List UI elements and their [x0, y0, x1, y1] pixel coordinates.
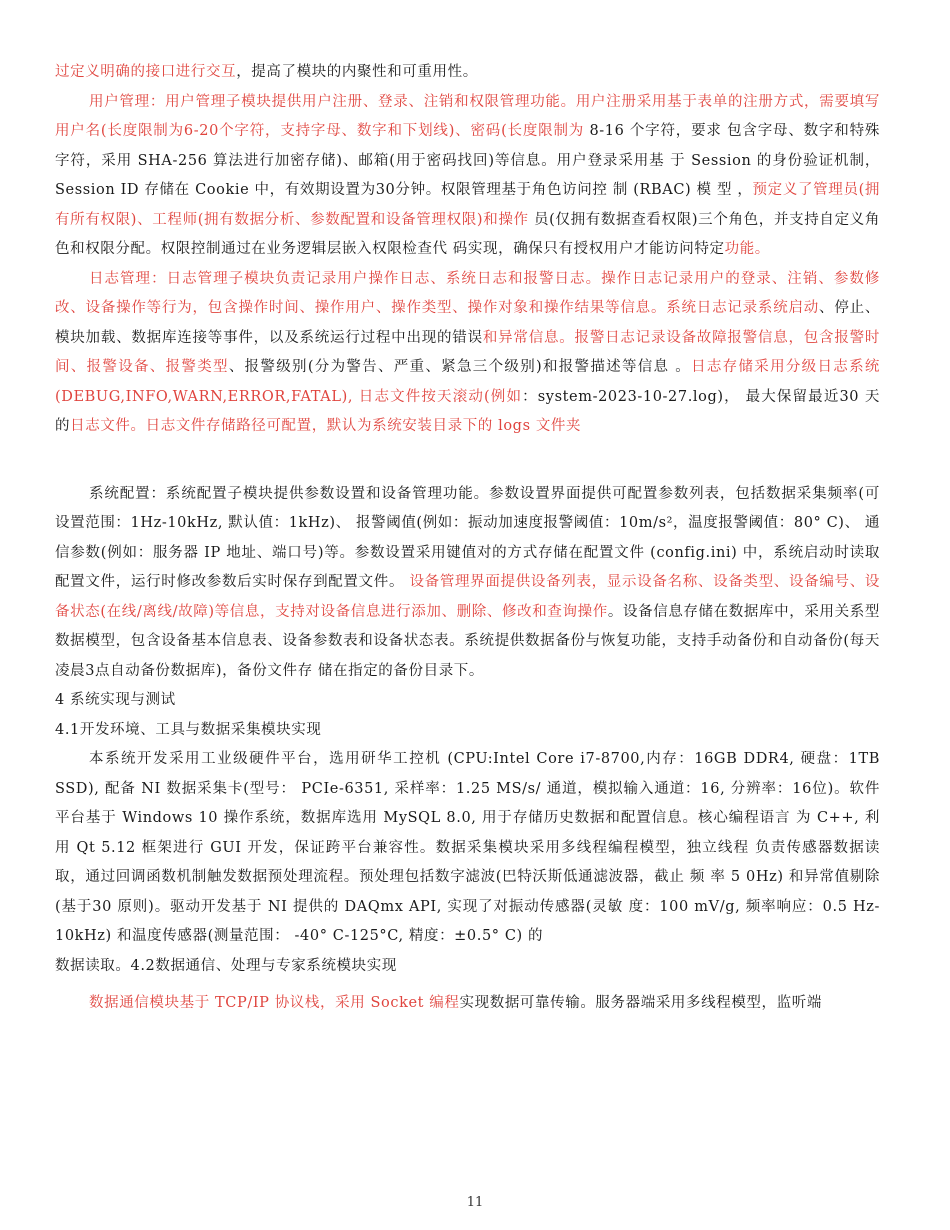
text-run: 4.1开发环境、工具与数据采集模块实现: [55, 721, 322, 738]
text-run: 数据通信模块基于 TCP/IP 协议栈，采用 Socket 编程: [89, 995, 460, 1011]
text-run: 日志管理：日志管理子模块负责记录用户操作日志、系统日志和报警日志。操作日志记录用户的登录、注销、参数修改、设备操作等行为，包含操作时间、操作用户、操作类型、操作对象和操作结果等信息。系统日志记录系统启动: [55, 270, 880, 316]
text-run: ，提高了模块的内聚性和可重用性。: [236, 64, 478, 80]
text-run: ：system-2023-10-27.log)， 最大保留最近30 天 的: [55, 388, 880, 434]
paragraph-spacer: [55, 442, 880, 480]
paragraph-data-reading: [55, 952, 880, 982]
text-run: 。设备信息存储在数据库中，采用关系型数据模型，包含设备基本信息表、设备参数表和设备状态表。系统提供数据备份与恢复功能，支持手动备份和自动备份(每天凌晨3点自动备份数据库)，备份文件存 储在指定的备份目录下。: [55, 603, 880, 679]
text-run: 日志文件。日志文件存储路径可配置，默认为系统安装目录下的 logs 文件夹: [70, 418, 582, 434]
text-run: 4 系统实现与测试: [55, 692, 176, 708]
text-run: 员(仅拥有数据查看权限)三个角色，并支持自定义角色和权限分配。权限控制通过在业务逻辑层嵌入权限检查代 码实现，确保只有授权用户才能访问特定: [55, 211, 880, 257]
paragraph-interface-tail: [55, 58, 880, 88]
text-run: 设备管理界面提供设备列表，显示设备名称、设备类型、设备编号、设备状态(在线/离线/故障)等信息，支持对设备信息进行添加、删除、修改和查询操作: [55, 574, 880, 620]
document-body: [55, 58, 880, 1019]
paragraph-log-management: [55, 265, 880, 442]
text-run: 功能。: [724, 241, 770, 257]
text-run: 日志存储采用分级日志系统(DEBUG,INFO,WARN,ERROR,FATAL), 日志文件按天滚动(例如: [55, 359, 880, 405]
paragraph-system-config: [55, 480, 880, 687]
text-run: 实现数据可靠传输。服务器端采用多线程模型，监听端: [459, 995, 822, 1011]
text-run: 8-16 个字符，要求 包含字母、数字和特殊字符，采用 SHA-256 算法进行加密存储)、邮箱(用于密码找回)等信息。用户登录采用基 于 Session 的身份验证机制， Session ID 存储在 Cookie 中，有效期设置为30分钟。权限管理基于角色访问控 制 (RBAC) 模 型 ，: [55, 123, 880, 198]
paragraph-data-communication: [55, 989, 880, 1019]
text-run: 、停止、模块加载、数据库连接等事件，以及系统运行过程中出现的错误: [55, 300, 880, 346]
text-run: 系统配置：系统配置子模块提供参数设置和设备管理功能。参数设置界面提供可配置参数列表，包括数据采集频率(可设置范围：1Hz-10kHz, 默认值：1kHz)、 报警阈值(例如：振动加速度报警阈值：10m/s²，温度报警阈值：80° C)、 通信参数(例如：服务器 IP 地址、端口号)等。参数设置采用键值对的方式存储在配置文件 (config.ini) 中，系统启动时读取配置文件，运行时修改参数后实时保存到配置文件。: [55, 485, 880, 590]
subsection-heading: [55, 716, 880, 746]
paragraph-user-management: [55, 88, 880, 265]
text-run: 过定义明确的接口进行交互: [55, 64, 237, 80]
section-heading: [55, 686, 880, 716]
text-run: 、报警级别(分为警告、严重、紧急三个级别)和报警描述等信息 。: [228, 359, 692, 375]
text-run: 预定义了管理员(拥有所有权限)、工程师(拥有数据分析、参数配置和设备管理权限)和操作: [55, 182, 881, 228]
paragraph-dev-environment: [55, 745, 880, 952]
text-run: 本系统开发采用工业级硬件平台，选用研华工控机 (CPU:Intel Core i7-8700,内存：16GB DDR4, 硬盘：1TB SSD), 配备 NI 数据采集卡(型号： PCIe-6351, 采样率：1.25 MS/s/ 通道，模拟输入通道：16, 分辨率：16位)。软件平台基于 Windows 10 操作系统，数据库选用 MySQL 8.0, 用于存储历史数据和配置信息。核心编程语言 为 C++, 利 用 Qt 5.12 框架进行 GUI 开发，保证跨平台兼容性。数据采集模块采用多线程编程模型，独立线程 负责传感器数据读取，通过回调函数机制触发数据预处理流程。预处理包括数字滤波(巴特沃斯低通滤波器，截止 频 率 5 0Hz) 和异常值剔除(基于30 原则)。驱动开发基于 NI 提供的 DAQmx API, 实现了对振动传感器(灵敏 度：100 mV/g, 频率响应：0.5 Hz-10kHz) 和温度传感器(测量范围： -40° C-125°C, 精度：±0.5° C) 的: [55, 751, 880, 944]
text-run: 用户管理：用户管理子模块提供用户注册、登录、注销和权限管理功能。用户注册采用基于表单的注册方式，需要填写用户名(长度限制为6-20个字符，支持字母、数字和下划线)、密码(长度限制为: [55, 93, 880, 139]
text-run: 数据读取。4.2数据通信、处理与专家系统模块实现: [55, 957, 397, 974]
text-run: 和异常信息。报警日志记录设备故障报警信息，包含报警时间、报警设备、报警类型: [55, 329, 880, 375]
page-number: 11: [466, 1195, 484, 1210]
